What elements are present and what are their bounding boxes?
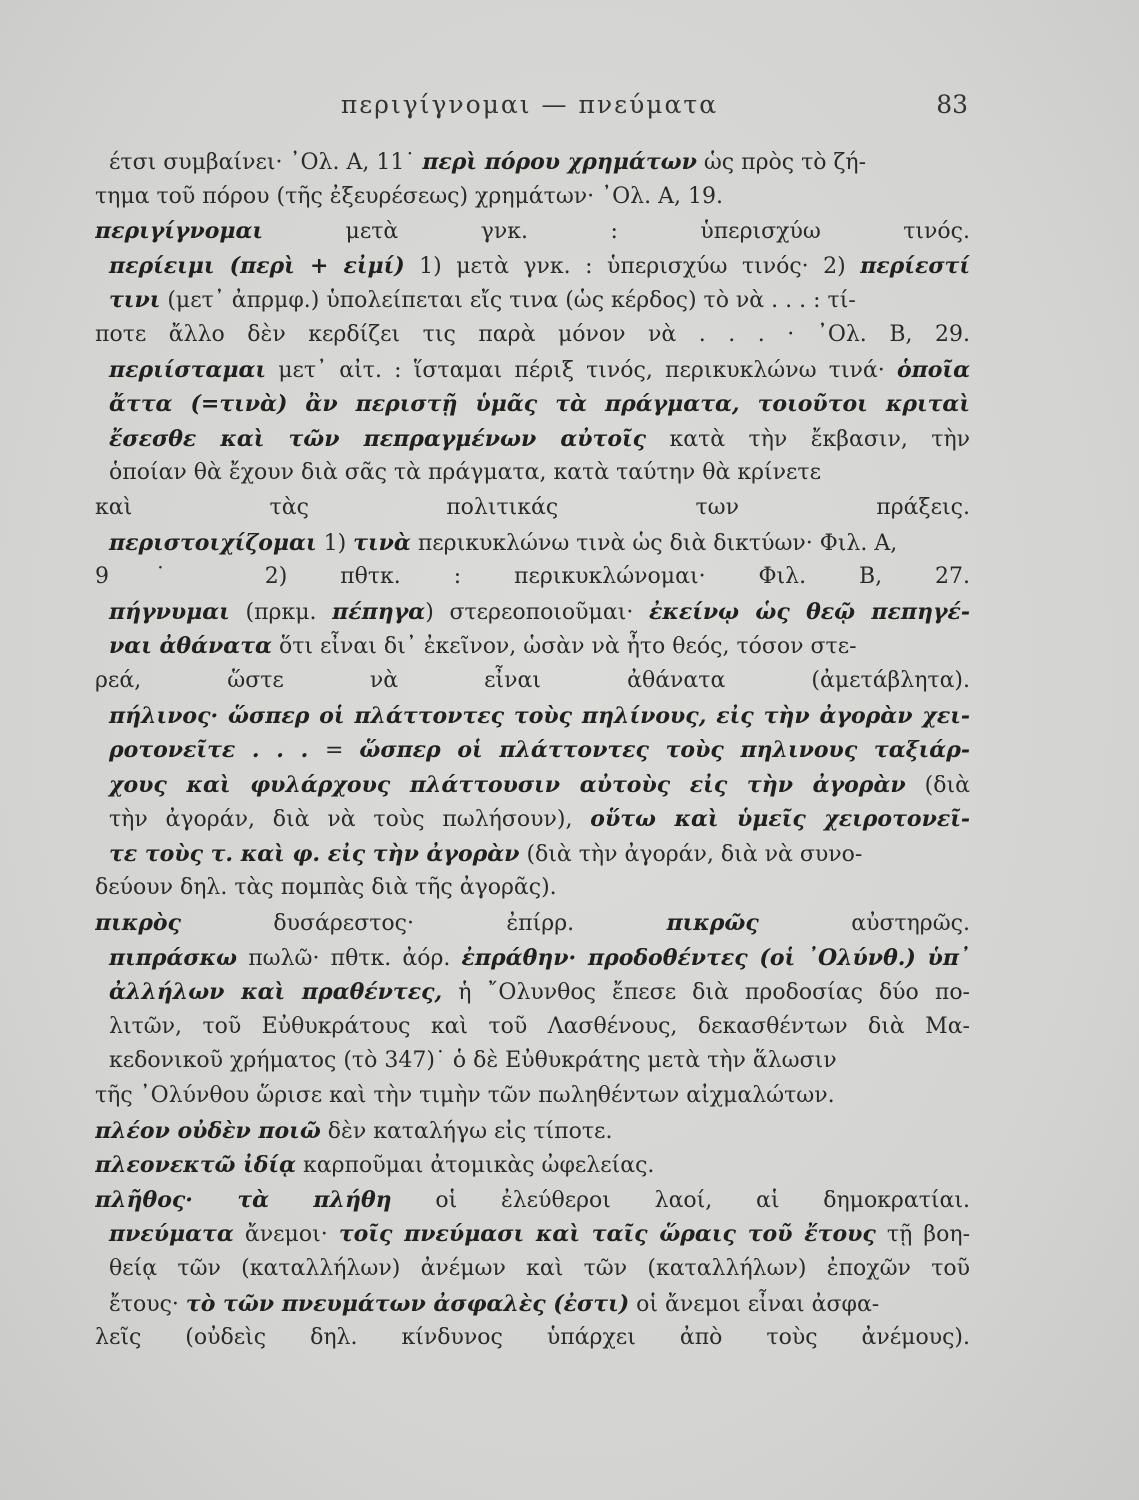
headword-segment: ὁποῖα — [896, 356, 970, 383]
headword-segment: περίεστί — [860, 252, 970, 279]
headword-segment: τοῖς πνεύμασι καὶ ταῖς ὥραις τοῦ ἔτους — [338, 1221, 876, 1248]
text-line — [95, 1148, 970, 1183]
gloss-segment: ποτε ἄλλο δὲν κερδίζει τις παρὰ μόνον νὰ . . . · ᾿Ολ. Β, 29. — [95, 321, 970, 347]
gloss-segment: (διὰ τὴν ἀγοράν, διὰ νὰ συνο- — [519, 841, 863, 867]
headword-segment: τε τοὺς τ. καὶ φ. εἰς τὴν ἀγορὰν — [109, 840, 520, 867]
text-line — [95, 906, 970, 941]
gloss-segment: τῇ βοη- — [875, 1222, 970, 1248]
page-number: 83 — [936, 90, 968, 119]
gloss-segment: ὁποίαν θὰ ἔχουν διὰ σᾶς τὰ πράγματα, κατὰ ταύτην θὰ κρίνετε — [109, 460, 822, 486]
headword-segment: χους καὶ φυλάρχους πλάττουσιν αὐτοὺς εἰς τὴν ἀγορὰν — [109, 771, 906, 798]
text-line — [95, 283, 970, 318]
gloss-segment: λεῖς (οὐδεὶς δηλ. κίνδυνος ὑπάρχει ἀπὸ τοὺς ἀνέμους). — [95, 1325, 970, 1351]
text-line — [95, 1287, 970, 1322]
gloss-segment: καρποῦμαι ἀτομικὰς ὠφελείας. — [296, 1153, 655, 1179]
gloss-segment: τῆς ᾿Ολύνθου ὥρισε καὶ τὴν τιμὴν τῶν πωληθέντων αἰχμαλώτων. — [95, 1083, 835, 1109]
headword-segment: ροτονεῖτε . . . — [109, 737, 325, 764]
headword-segment: πλεονεκτῶ ἰδίᾳ — [95, 1152, 297, 1179]
gloss-segment: αὐστηρῶς. — [758, 911, 970, 937]
headword-segment: πήλινος· ὥσπερ οἱ πλάττοντες τοὺς πηλίνους, εἰς τὴν ἀγορὰν χει- — [109, 702, 970, 729]
gloss-segment: οἱ ἄνεμοι εἶναι ἀσφα- — [629, 1291, 880, 1317]
gloss-segment: 9˙ 2) πθτκ. : περικυκλώνομαι· Φιλ. Β, 27. — [95, 564, 970, 590]
text-line — [95, 318, 970, 353]
headword-segment: περιίσταμαι — [109, 356, 267, 383]
text-line — [95, 871, 970, 906]
gloss-segment: = — [324, 738, 360, 764]
text-line — [95, 422, 970, 457]
gloss-segment: δεύουν δηλ. τὰς πομπὰς διὰ τῆς ἀγορᾶς). — [95, 875, 557, 901]
gloss-segment: 1) μετὰ γνκ. : ὑπερισχύω τινός· 2) — [404, 253, 861, 279]
headword-segment: οὕτω καὶ ὑμεῖς χειροτονεῖ- — [590, 806, 970, 833]
headword-segment: πέπηγα — [332, 598, 426, 625]
page-header — [95, 90, 968, 130]
text-line — [95, 699, 970, 734]
text-line — [95, 837, 970, 872]
text-line — [95, 1044, 970, 1079]
headword-segment: πικρῶς — [666, 910, 759, 937]
text-line — [95, 1183, 970, 1218]
gloss-segment: ἡ ῎Ολυνθος ἔπεσε διὰ προδοσίας δύο πο- — [442, 980, 970, 1006]
text-line — [95, 526, 970, 561]
gloss-segment: 1) — [316, 530, 354, 556]
gloss-segment: έτσι συμβαίνει· ᾿Ολ. Α, 11˙ — [109, 150, 423, 175]
gloss-segment: ἔτους· — [109, 1291, 186, 1317]
text-line — [95, 249, 970, 284]
gloss-segment: (διὰ — [905, 772, 970, 798]
text-line — [95, 1114, 970, 1149]
text-line — [95, 941, 970, 976]
headword-segment: περιστοιχίζομαι — [109, 529, 317, 556]
headword-segment: πλέον οὐδὲν ποιῶ — [95, 1117, 321, 1144]
gloss-segment: θείᾳ τῶν (καταλλήλων) ἀνέμων καὶ τῶν (καταλλήλων) ἐποχῶν τοῦ — [109, 1256, 970, 1281]
text-line — [95, 180, 970, 215]
gloss-segment: ) στερεοποιοῦμαι· — [425, 599, 649, 625]
running-head: περιγίγνομαι — πνεύματα — [340, 90, 719, 119]
text-line — [95, 491, 970, 526]
gloss-segment: λιτῶν, τοῦ Εὐθυκράτους καὶ τοῦ Λασθένους, δεκασθέντων διὰ Μα- — [109, 1013, 970, 1039]
headword-segment: ἐπράθην· προδοθέντες (οἱ ᾿Ολύνθ.) ὑπ᾿ — [461, 944, 970, 971]
headword-segment: ἄττα (=τινὰ) ἂν περιστῇ ὑμᾶς τὰ πράγματα, τοιοῦτοι κριταὶ — [109, 391, 970, 418]
text-line — [95, 1079, 970, 1114]
gloss-segment: δυσάρεστος· ἐπίρρ. — [180, 911, 667, 937]
text-line — [95, 768, 970, 803]
gloss-segment: (πρκμ. — [229, 599, 333, 625]
text-line — [95, 629, 970, 664]
text-line — [95, 560, 970, 595]
text-line — [95, 1010, 970, 1045]
text-line — [95, 1217, 970, 1252]
headword-segment: ἔσεσθε καὶ τῶν πεπραγμένων αὐτοῖς — [109, 425, 647, 452]
gloss-segment: περικυκλώνω τινὰ ὡς διὰ δικτύων· Φιλ. Α, — [410, 530, 898, 556]
text-line — [95, 1321, 970, 1356]
headword-segment: πιπράσκω — [109, 944, 238, 971]
gloss-segment: πωλῶ· πθτκ. ἀόρ. — [237, 945, 462, 971]
gloss-segment: τὴν ἀγοράν, διὰ νὰ τοὺς πωλήσουν), — [109, 807, 591, 833]
gloss-segment: δὲν καταλήγω εἰς τίποτε. — [320, 1118, 613, 1144]
gloss-segment: οἱ ἐλεύθεροι λαοί, αἱ δημοκρατίαι. — [391, 1187, 970, 1213]
headword-segment: περὶ πόρου χρημάτων — [422, 149, 697, 175]
text-line — [95, 353, 970, 388]
gloss-segment: (μετ᾿ ἀπρμφ.) ὑπολείπεται εἴς τινα (ὡς κέρδος) τὸ νὰ . . . : τί- — [160, 288, 856, 314]
headword-segment: ναι ἀθάνατα — [109, 633, 272, 660]
headword-segment: περίειμι (περὶ + εἰμί) — [109, 252, 405, 279]
gloss-segment: κατὰ τὴν ἔκβασιν, τὴν — [646, 426, 970, 452]
headword-segment: τινὰ — [353, 529, 411, 556]
text-line — [95, 975, 970, 1010]
gloss-segment: μετὰ γνκ. : ὑπερισχύω τινός. — [263, 219, 970, 245]
headword-segment: πνεύματα — [109, 1221, 234, 1248]
glossary-text — [95, 145, 970, 1356]
text-line — [95, 1252, 970, 1287]
gloss-segment: ὡς πρὸς τὸ ζή- — [696, 150, 867, 175]
text-line — [95, 456, 970, 491]
text-line — [95, 145, 970, 180]
gloss-segment: ρεά, ὥστε νὰ εἶναι ἀθάνατα (ἀμετάβλητα). — [95, 667, 970, 693]
headword-segment: ἀλλήλων καὶ πραθέντες, — [109, 979, 443, 1006]
headword-segment: πικρὸς — [95, 910, 181, 937]
text-line — [95, 595, 970, 630]
gloss-segment: ἄνεμοι· — [233, 1222, 339, 1248]
headword-segment: τὸ τῶν πνευμάτων ἀσφαλὲς (ἐστι) — [185, 1290, 630, 1317]
headword-segment: ὥσπερ οἱ πλάττοντες τοὺς πηλινους ταξιάρ- — [359, 737, 970, 764]
gloss-segment: ὅτι εἶναι δι᾿ ἐκεῖνον, ὡσὰν νὰ ἦτο θεός, τόσον στε- — [271, 634, 857, 660]
headword-segment: περιγίγνομαι — [95, 218, 264, 245]
gloss-segment: τημα τοῦ πόρου (τῆς ἐξευρέσεως) χρημάτων· ᾿Ολ. Α, 19. — [95, 183, 723, 209]
gloss-segment: καὶ τὰς πολιτικάς των πράξεις. — [95, 494, 970, 520]
headword-segment: ἐκείνῳ ὡς θεῷ πεπηγέ- — [648, 598, 970, 625]
text-line — [95, 664, 970, 699]
gloss-segment: κεδονικοῦ χρήματος (τὸ 347)˙ ὁ δὲ Εὐθυκράτης μετὰ τὴν ἅλωσιν — [109, 1048, 837, 1074]
gloss-segment: μετ᾿ αἰτ. : ἵσταμαι πέριξ τινός, περικυκλώνω τινά· — [266, 357, 897, 383]
headword-segment: πλῆθος· τὰ πλήθη — [95, 1186, 392, 1213]
text-line — [95, 733, 970, 768]
headword-segment: πήγνυμαι — [109, 598, 230, 625]
text-line — [95, 214, 970, 249]
text-line — [95, 387, 970, 422]
text-line — [95, 802, 970, 837]
headword-segment: τινι — [109, 287, 161, 314]
